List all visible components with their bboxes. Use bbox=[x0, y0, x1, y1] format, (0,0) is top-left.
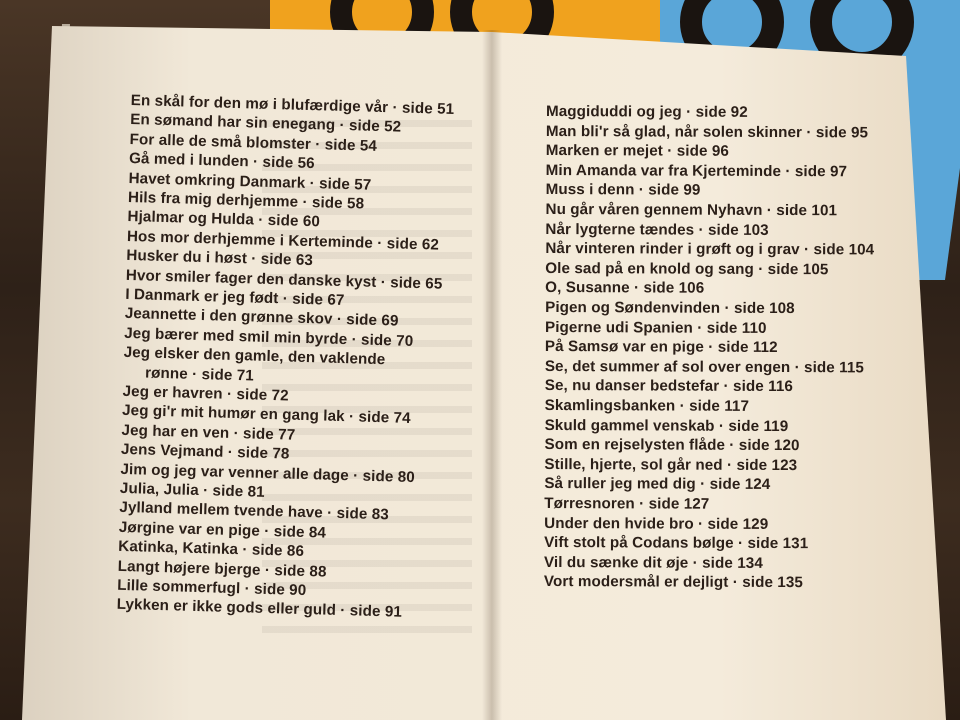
index-entry: Jeg gi'r mit humør en gang lak · side 74 bbox=[121, 402, 411, 428]
index-entry: En sømand har sin enegang · side 52 bbox=[129, 111, 402, 136]
index-entry: Gå med i lunden · side 56 bbox=[128, 150, 315, 173]
index-entry: O, Susanne · side 106 bbox=[545, 279, 705, 298]
index-entry: Jim og jeg var venner alle dage · side 80 bbox=[120, 460, 416, 486]
index-entry: Når lygterne tændes · side 103 bbox=[545, 220, 769, 239]
index-entry: Så ruller jeg med dig · side 124 bbox=[544, 475, 771, 494]
index-entry: Julia, Julia · side 81 bbox=[119, 479, 265, 501]
index-entry: Hjalmar og Hulda · side 60 bbox=[127, 208, 321, 231]
index-entry: Man bli'r så glad, når solen skinner · side 95 bbox=[545, 122, 869, 141]
index-entry: Havet omkring Danmark · side 57 bbox=[128, 169, 372, 194]
index-entry: Langt højere bjerge · side 88 bbox=[117, 557, 327, 581]
index-entry: Som en rejselysten flåde · side 120 bbox=[544, 436, 800, 455]
index-entry: Muss i denn · side 99 bbox=[545, 181, 701, 200]
index-entry: Jens Vejmand · side 78 bbox=[120, 441, 290, 463]
index-entry: Se, det summer af sol over engen · side 115 bbox=[544, 357, 865, 377]
index-entry: Jeg er havren · side 72 bbox=[122, 382, 289, 405]
index-entry: Pigerne udi Spanien · side 110 bbox=[544, 318, 767, 337]
index-entry: Husker du i høst · side 63 bbox=[126, 247, 314, 270]
index-entry: Maggiduddi og jeg · side 92 bbox=[545, 103, 748, 121]
index-entry: Hos mor derhjemme i Kerteminde · side 62 bbox=[126, 227, 440, 254]
index-entry: Jylland mellem tvende have · side 83 bbox=[119, 499, 390, 524]
book-gutter bbox=[482, 30, 502, 720]
index-entry: Vort modersmål er dejligt · side 135 bbox=[543, 573, 804, 592]
index-entry: Skuld gammel venskab · side 119 bbox=[544, 416, 789, 435]
index-entry: Ole sad på en knold og sang · side 105 bbox=[545, 259, 829, 279]
index-entry: Vift stolt på Codans bølge · side 131 bbox=[544, 534, 809, 553]
index-entry: Tørresnoren · side 127 bbox=[544, 494, 710, 513]
index-entry: Vil du sænke dit øje · side 134 bbox=[543, 553, 763, 572]
index-entry: Jeannette i den grønne skov · side 69 bbox=[124, 305, 399, 330]
index-entry: Når vinteren rinder i grøft og i grav · side 104 bbox=[545, 240, 875, 259]
index-entry: Stille, hjerte, sol går ned · side 123 bbox=[544, 455, 798, 474]
index-entry: For alle de små blomster · side 54 bbox=[129, 130, 378, 155]
index-entry: Jørgine var en pige · side 84 bbox=[118, 518, 327, 542]
index-entry: Hvor smiler fager den danske kyst · side 65 bbox=[125, 266, 443, 293]
index-entry: rønne · side 71 bbox=[144, 364, 255, 385]
index-entry: Under den hvide bro · side 129 bbox=[544, 514, 769, 533]
index-entry: Se, nu danser bedstefar · side 116 bbox=[544, 377, 793, 396]
index-entry: Jeg elsker den gamle, den vaklende bbox=[123, 344, 386, 369]
index-entry: Marken er mejet · side 96 bbox=[545, 142, 729, 160]
index-entry: Hils fra mig derhjemme · side 58 bbox=[127, 188, 365, 213]
index-entry: Jeg har en ven · side 77 bbox=[121, 421, 296, 444]
index-entry: På Samsø var en pige · side 112 bbox=[544, 338, 778, 357]
index-entry: Skamlingsbanken · side 117 bbox=[544, 396, 750, 415]
index-entry: Nu går våren gennem Nyhavn · side 101 bbox=[545, 200, 838, 220]
index-entry: En skål for den mø i blufærdige vår · side 51 bbox=[130, 92, 455, 119]
index-entry: Lille sommerfugl · side 90 bbox=[116, 576, 307, 600]
index-entry: Katinka, Katinka · side 86 bbox=[118, 538, 305, 561]
index-entry: Lykken er ikke gods eller guld · side 91 bbox=[116, 596, 403, 622]
index-entry: I Danmark er jeg født · side 67 bbox=[125, 285, 345, 310]
index-entry: Pigen og Søndenvinden · side 108 bbox=[545, 298, 795, 318]
index-entry: Min Amanda var fra Kjerteminde · side 97 bbox=[545, 161, 848, 181]
index-entry: Jeg bærer med smil min byrde · side 70 bbox=[124, 324, 414, 350]
